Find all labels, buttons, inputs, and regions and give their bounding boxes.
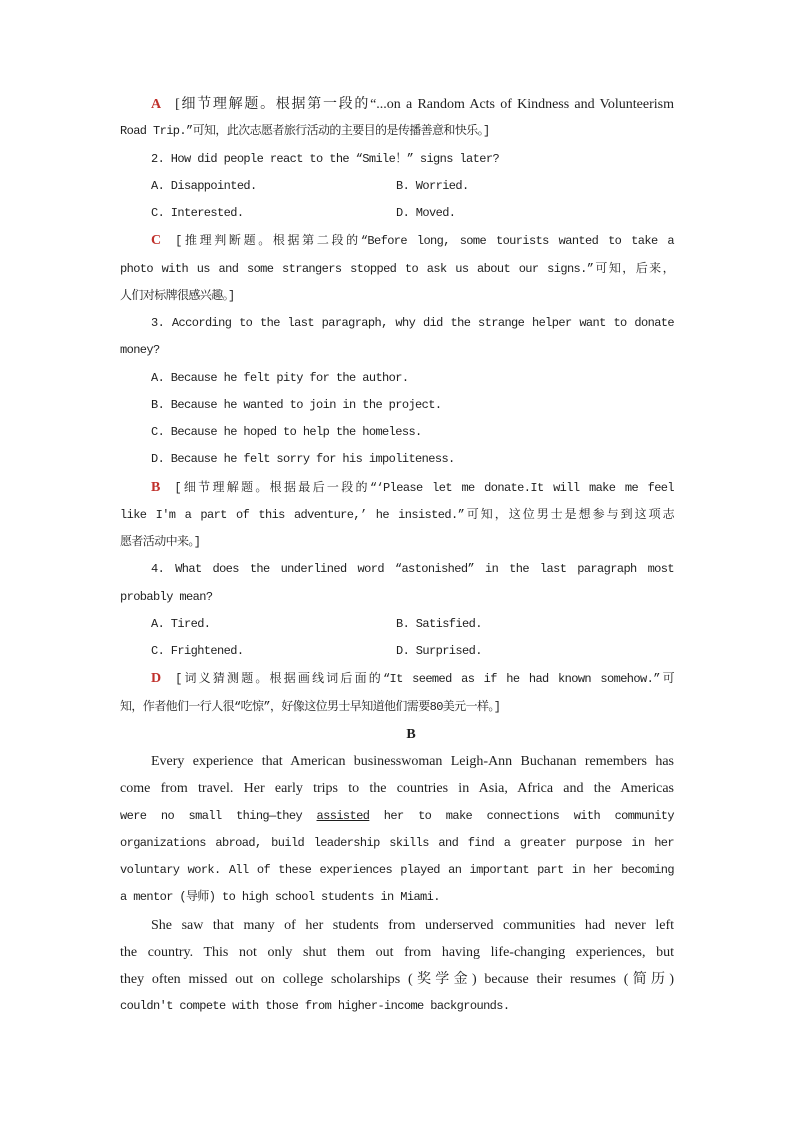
q4-explanation-line: 知，作者他们一行人很“吃惊”，好像这位男士早知道他们需要80美元一样。] — [120, 699, 501, 714]
q3-explanation-text: [细节理解题。根据最后一段的“‘Please let me donate.It will make me feel — [174, 480, 674, 495]
q3-stem: money? — [120, 343, 160, 358]
q4-explanation-text: [词义猜测题。根据画线词后面的“It seemed as if he had known somehow.”可 — [175, 672, 674, 687]
q1-explanation-text: [细节理解题。根据第一段的“...on a Random Acts of Kindness and Volunteerism — [175, 97, 674, 112]
q4-stem: 4. What does the underlined word “astonished” in the last paragraph most — [151, 562, 674, 577]
passage-line: come from travel. Her early trips to the countries in Asia, Africa and the Americas — [120, 781, 674, 797]
q4-stem: probably mean? — [120, 589, 213, 604]
q2-option-b: B. Worried. — [396, 178, 469, 193]
passage-line: voluntary work. All of these experiences played an important part in her becoming — [120, 863, 674, 877]
q2-explanation-line — [120, 227, 674, 255]
q4-option-b: B. Satisfied. — [396, 616, 482, 631]
q4-answer-letter: D — [151, 671, 162, 687]
q3-option-d: D. Because he felt sorry for his impoliteness. — [151, 452, 455, 467]
passage-text-segment: her to make connections with community — [369, 808, 674, 823]
passage-line: they often missed out on college scholarships (奖学金) because their resumes (简历) — [120, 972, 674, 987]
passage-text-segment: were no small thing—they — [120, 808, 317, 823]
passage-line: organizations abroad, build leadership skills and find a greater purpose in her — [120, 835, 674, 850]
text-column — [120, 91, 674, 1021]
q2-stem: 2. How did people react to the “Smile！” signs later? — [151, 151, 500, 166]
passage-line: the country. This not only shut them out from having life-changing experiences, but — [120, 944, 674, 960]
q2-options-row — [120, 173, 674, 200]
q2-option-a: A. Disappointed. — [151, 178, 257, 193]
q1-explanation-line: Road Trip.”可知，此次志愿者旅行活动的主要目的是传播善意和快乐。] — [120, 124, 490, 139]
q1-explanation-line — [120, 91, 674, 118]
passage-b-heading: B — [406, 726, 416, 742]
q3-answer-letter: B — [151, 479, 161, 495]
q3-option-a: A. Because he felt pity for the author. — [151, 370, 409, 385]
passage-line: Every experience that American businesswoman Leigh-Ann Buchanan remembers has — [151, 754, 674, 769]
q2-explanation-line: photo with us and some strangers stopped to ask us about our signs.”可知，后来， — [120, 261, 674, 276]
q4-explanation-line — [120, 665, 674, 693]
q2-explanation-line: 人们对标牌很感兴趣。] — [120, 288, 235, 303]
q4-option-c: C. Frightened. — [151, 644, 244, 658]
q2-option-d: D. Moved. — [396, 206, 456, 220]
passage-line: a mentor (导师) to high school students in Miami. — [120, 890, 440, 905]
q4-option-d: D. Surprised. — [396, 644, 482, 658]
q2-answer-letter: C — [151, 233, 162, 249]
passage-line — [120, 803, 674, 830]
passage-line: couldn't compete with those from higher-income backgrounds. — [120, 999, 510, 1014]
q3-explanation-line: like I'm a part of this adventure,’ he insisted.”可知，这位男士是想参与到这项志 — [120, 507, 674, 522]
q3-option-c: C. Because he hoped to help the homeless. — [151, 425, 422, 439]
q2-options-row — [120, 200, 674, 227]
underlined-word-assisted: assisted — [316, 808, 370, 823]
q3-explanation-line: 愿者活动中来。] — [120, 535, 201, 549]
q3-explanation-line — [120, 474, 674, 502]
q4-options-row — [120, 611, 674, 638]
q2-explanation-text: [推理判断题。根据第二段的“Before long, some tourists wanted to take a — [175, 234, 674, 249]
q3-stem: 3. According to the last paragraph, why did the strange helper want to donate — [151, 316, 674, 330]
q4-option-a: A. Tired. — [151, 616, 211, 631]
passage-line: She saw that many of her students from underserved communities had never left — [151, 917, 674, 933]
q4-options-row — [120, 638, 674, 665]
q2-option-c: C. Interested. — [151, 206, 244, 220]
q1-answer-letter: A — [151, 97, 162, 112]
q3-option-b: B. Because he wanted to join in the project. — [151, 397, 442, 412]
